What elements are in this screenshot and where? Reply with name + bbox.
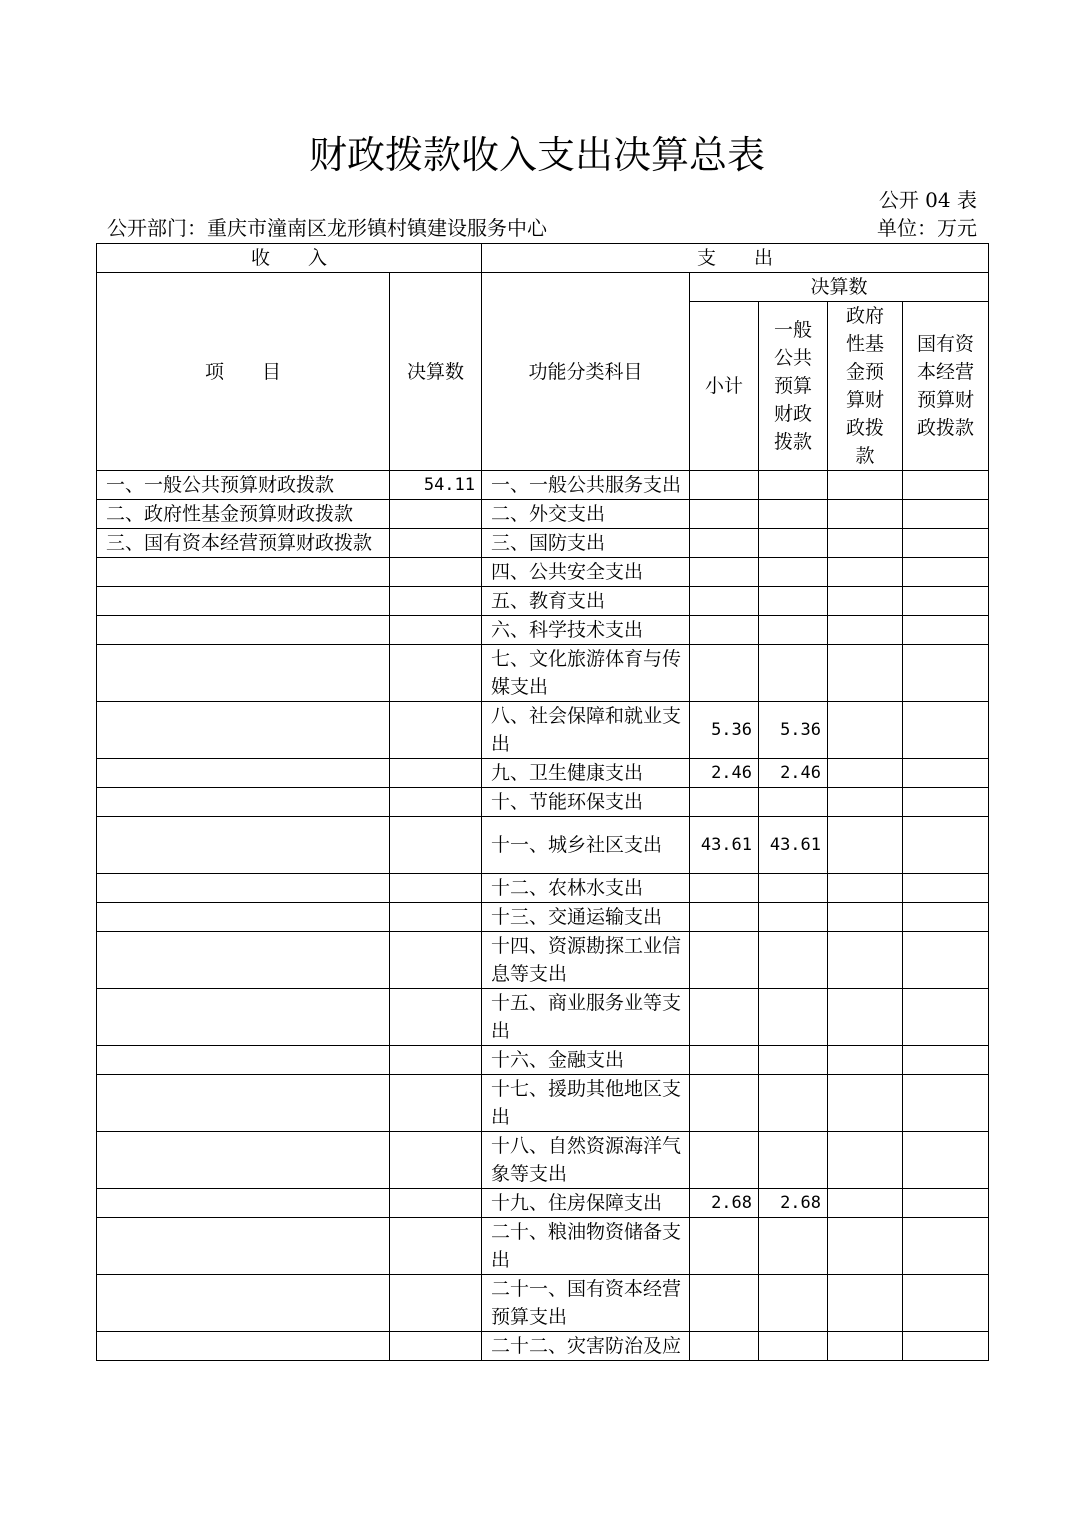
- income-amount-cell: [390, 645, 482, 702]
- gov-fund-cell: [828, 1275, 903, 1332]
- income-amount-cell: [390, 989, 482, 1046]
- income-amount-cell: [390, 1075, 482, 1132]
- state-capital-cell: [903, 616, 989, 645]
- income-item-cell: [97, 645, 390, 702]
- state-capital-cell: [903, 500, 989, 529]
- general-budget-cell: [759, 1332, 828, 1361]
- general-budget-cell: [759, 1275, 828, 1332]
- table-row: [97, 874, 989, 903]
- table-row: [97, 587, 989, 616]
- gov-fund-cell: [828, 616, 903, 645]
- subtotal-cell: [690, 587, 759, 616]
- table-row: [97, 702, 989, 759]
- general-budget-cell: 2.68: [759, 1189, 828, 1218]
- subtotal-cell: [690, 874, 759, 903]
- unit-label: 单位：万元: [877, 216, 977, 240]
- general-budget-cell: [759, 1132, 828, 1189]
- income-item-cell: [97, 1132, 390, 1189]
- gov-fund-cell: [828, 1218, 903, 1275]
- income-amount-cell: [390, 1189, 482, 1218]
- income-item-cell: [97, 1046, 390, 1075]
- state-capital-cell: [903, 1275, 989, 1332]
- subtotal-cell: [690, 1218, 759, 1275]
- table-row: [97, 932, 989, 989]
- general-budget-cell: 43.61: [759, 817, 828, 874]
- general-budget-cell: [759, 616, 828, 645]
- subtotal-cell: [690, 471, 759, 500]
- income-amount-cell: [390, 558, 482, 587]
- income-item-cell: [97, 1275, 390, 1332]
- general-budget-cell: [759, 989, 828, 1046]
- state-capital-cell: [903, 874, 989, 903]
- income-amount-cell: [390, 759, 482, 788]
- gov-fund-cell: [828, 1189, 903, 1218]
- general-budget-header: 一般公共预算财政拨款: [759, 302, 828, 471]
- income-item-cell: [97, 558, 390, 587]
- subtotal-cell: [690, 903, 759, 932]
- income-item-cell: [97, 1332, 390, 1361]
- subtotal-cell: [690, 1332, 759, 1361]
- state-capital-cell: [903, 645, 989, 702]
- general-budget-cell: [759, 471, 828, 500]
- income-amount-cell: [390, 1046, 482, 1075]
- income-item-cell: [97, 788, 390, 817]
- income-item-cell: [97, 989, 390, 1046]
- expense-item-cell: 十七、援助其他地区支出: [482, 1075, 690, 1132]
- income-item-cell: [97, 616, 390, 645]
- income-item-cell: [97, 932, 390, 989]
- income-item-cell: [97, 874, 390, 903]
- final-amount-header: 决算数: [690, 273, 989, 302]
- page-title: 财政拨款收入支出决算总表: [308, 133, 765, 177]
- gov-fund-cell: [828, 587, 903, 616]
- gov-fund-cell: [828, 471, 903, 500]
- expense-item-cell: 十二、农林水支出: [482, 874, 690, 903]
- state-capital-cell: [903, 1218, 989, 1275]
- gov-fund-cell: [828, 558, 903, 587]
- general-budget-cell: [759, 529, 828, 558]
- expense-item-cell: 十、节能环保支出: [482, 788, 690, 817]
- income-amount-cell: [390, 932, 482, 989]
- gov-fund-cell: [828, 989, 903, 1046]
- table-row: [97, 903, 989, 932]
- table-row: [97, 1189, 989, 1218]
- budget-table: [96, 243, 989, 1361]
- general-budget-cell: [759, 932, 828, 989]
- expense-item-cell: 六、科学技术支出: [482, 616, 690, 645]
- expense-item-cell: 十一、城乡社区支出: [482, 817, 690, 874]
- gov-fund-cell: [828, 702, 903, 759]
- expense-item-cell: 九、卫生健康支出: [482, 759, 690, 788]
- state-capital-header: 国有资本经营预算财政拨款: [903, 302, 989, 471]
- general-budget-cell: [759, 587, 828, 616]
- state-capital-cell: [903, 1075, 989, 1132]
- gov-fund-cell: [828, 759, 903, 788]
- income-amount-cell: 54.11: [390, 471, 482, 500]
- income-header: 收 入: [97, 244, 482, 273]
- subtotal-cell: 2.68: [690, 1189, 759, 1218]
- subtotal-cell: [690, 500, 759, 529]
- income-amount-cell: [390, 874, 482, 903]
- table-row: [97, 529, 989, 558]
- gov-fund-cell: [828, 1132, 903, 1189]
- state-capital-cell: [903, 759, 989, 788]
- income-amount-cell: [390, 500, 482, 529]
- state-capital-cell: [903, 817, 989, 874]
- expense-item-cell: 七、文化旅游体育与传媒支出: [482, 645, 690, 702]
- gov-fund-cell: [828, 1075, 903, 1132]
- expense-item-cell: 十三、交通运输支出: [482, 903, 690, 932]
- subtotal-cell: [690, 529, 759, 558]
- state-capital-cell: [903, 529, 989, 558]
- income-item-cell: [97, 702, 390, 759]
- expense-item-cell: 十八、自然资源海洋气象等支出: [482, 1132, 690, 1189]
- subtotal-cell: 43.61: [690, 817, 759, 874]
- general-budget-cell: [759, 1075, 828, 1132]
- general-budget-cell: [759, 645, 828, 702]
- gov-fund-cell: [828, 645, 903, 702]
- gov-fund-cell: [828, 932, 903, 989]
- gov-fund-cell: [828, 903, 903, 932]
- subtotal-cell: [690, 1046, 759, 1075]
- table-row: [97, 1075, 989, 1132]
- gov-fund-cell: [828, 529, 903, 558]
- state-capital-cell: [903, 471, 989, 500]
- expense-item-cell: 十五、商业服务业等支出: [482, 989, 690, 1046]
- subtotal-cell: [690, 932, 759, 989]
- income-item-cell: [97, 1189, 390, 1218]
- income-item-cell: 三、国有资本经营预算财政拨款: [97, 529, 390, 558]
- table-row: [97, 759, 989, 788]
- general-budget-cell: [759, 874, 828, 903]
- gov-fund-cell: [828, 788, 903, 817]
- state-capital-cell: [903, 903, 989, 932]
- gov-fund-header: 政府性基金预算财政拨款: [828, 302, 903, 471]
- expense-item-cell: 十九、住房保障支出: [482, 1189, 690, 1218]
- subtotal-cell: 2.46: [690, 759, 759, 788]
- table-row: [97, 1218, 989, 1275]
- expense-item-cell: 二、外交支出: [482, 500, 690, 529]
- income-item-cell: 二、政府性基金预算财政拨款: [97, 500, 390, 529]
- state-capital-cell: [903, 558, 989, 587]
- general-budget-cell: [759, 903, 828, 932]
- subtotal-cell: [690, 558, 759, 587]
- table-row: [97, 1046, 989, 1075]
- table-row: [97, 500, 989, 529]
- expense-item-cell: 十六、金融支出: [482, 1046, 690, 1075]
- expense-item-cell: 二十二、灾害防治及应: [482, 1332, 690, 1361]
- subtotal-cell: [690, 616, 759, 645]
- income-item-cell: [97, 903, 390, 932]
- state-capital-cell: [903, 587, 989, 616]
- income-item-cell: 一、一般公共预算财政拨款: [97, 471, 390, 500]
- subtotal-cell: [690, 989, 759, 1046]
- state-capital-cell: [903, 1132, 989, 1189]
- expense-item-cell: 三、国防支出: [482, 529, 690, 558]
- income-item-cell: [97, 817, 390, 874]
- subtotal-header: 小计: [690, 302, 759, 471]
- expense-item-cell: 二十、粮油物资储备支出: [482, 1218, 690, 1275]
- general-budget-cell: 2.46: [759, 759, 828, 788]
- expense-item-cell: 五、教育支出: [482, 587, 690, 616]
- income-amount-cell: [390, 1218, 482, 1275]
- income-amount-cell: [390, 1332, 482, 1361]
- state-capital-cell: [903, 932, 989, 989]
- table-row: [97, 558, 989, 587]
- table-row: [97, 989, 989, 1046]
- income-amount-cell: [390, 817, 482, 874]
- table-row: [97, 1275, 989, 1332]
- general-budget-cell: [759, 500, 828, 529]
- table-row: [97, 616, 989, 645]
- state-capital-cell: [903, 788, 989, 817]
- gov-fund-cell: [828, 1332, 903, 1361]
- form-number: 公开 04 表: [878, 188, 977, 212]
- expense-item-cell: 十四、资源勘探工业信息等支出: [482, 932, 690, 989]
- general-budget-cell: [759, 788, 828, 817]
- state-capital-cell: [903, 1332, 989, 1361]
- expense-item-cell: 四、公共安全支出: [482, 558, 690, 587]
- func-class-header: 功能分类科目: [482, 273, 690, 471]
- income-item-cell: [97, 759, 390, 788]
- general-budget-cell: [759, 558, 828, 587]
- income-amount-cell: [390, 1132, 482, 1189]
- department-label: 公开部门：重庆市潼南区龙形镇村镇建设服务中心: [107, 216, 547, 240]
- table-row: [97, 817, 989, 874]
- income-amount-cell: [390, 616, 482, 645]
- general-budget-cell: [759, 1046, 828, 1075]
- table-row: [97, 471, 989, 500]
- gov-fund-cell: [828, 874, 903, 903]
- income-amount-cell: [390, 529, 482, 558]
- income-amount-cell: [390, 702, 482, 759]
- state-capital-cell: [903, 989, 989, 1046]
- subtotal-cell: [690, 645, 759, 702]
- gov-fund-cell: [828, 817, 903, 874]
- item-header: 项 目: [97, 273, 390, 471]
- income-item-cell: [97, 1218, 390, 1275]
- expense-item-cell: 一、一般公共服务支出: [482, 471, 690, 500]
- table-row: [97, 788, 989, 817]
- subtotal-cell: [690, 1075, 759, 1132]
- income-amount-cell: [390, 1275, 482, 1332]
- state-capital-cell: [903, 702, 989, 759]
- income-amount-cell: [390, 788, 482, 817]
- income-amount-cell: [390, 587, 482, 616]
- gov-fund-cell: [828, 500, 903, 529]
- table-row: [97, 645, 989, 702]
- income-item-cell: [97, 587, 390, 616]
- income-item-cell: [97, 1075, 390, 1132]
- subtotal-cell: [690, 1275, 759, 1332]
- general-budget-cell: [759, 1218, 828, 1275]
- gov-fund-cell: [828, 1046, 903, 1075]
- expense-item-cell: 二十一、国有资本经营预算支出: [482, 1275, 690, 1332]
- subtotal-cell: [690, 788, 759, 817]
- expense-header: 支 出: [482, 244, 989, 273]
- income-amount-cell: [390, 903, 482, 932]
- table-row: [97, 1132, 989, 1189]
- state-capital-cell: [903, 1046, 989, 1075]
- state-capital-cell: [903, 1189, 989, 1218]
- expense-item-cell: 八、社会保障和就业支出: [482, 702, 690, 759]
- subtotal-cell: [690, 1132, 759, 1189]
- table-row: [97, 1332, 989, 1361]
- subtotal-cell: 5.36: [690, 702, 759, 759]
- amount-header: 决算数: [390, 273, 482, 471]
- general-budget-cell: 5.36: [759, 702, 828, 759]
